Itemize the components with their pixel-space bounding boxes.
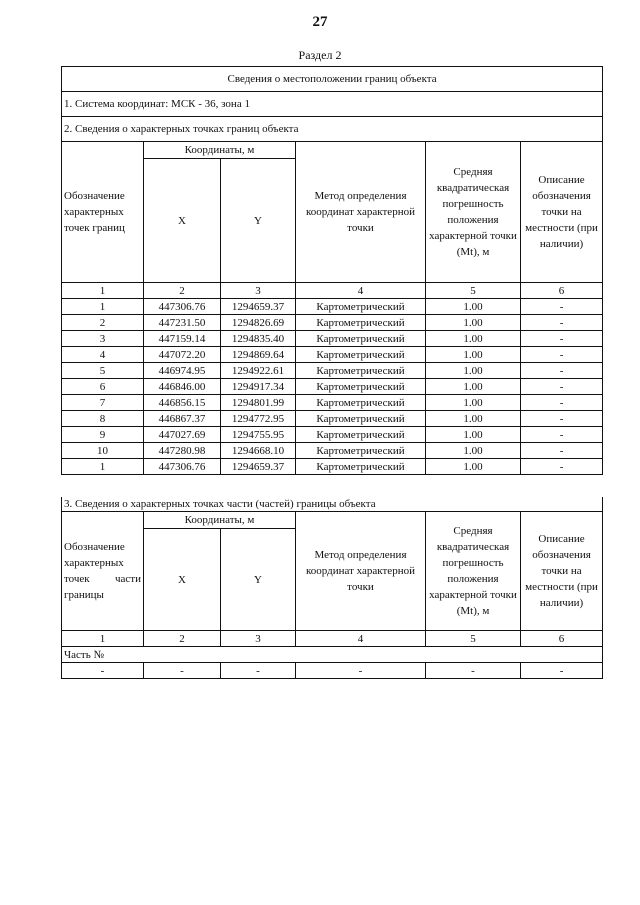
col-number: 2 — [144, 283, 221, 299]
boundaries-table — [61, 66, 603, 475]
table-cell: 1294922.61 — [221, 363, 296, 379]
table-cell: - — [296, 663, 426, 679]
col-method-header: Метод определения координат характерной точки — [296, 512, 426, 631]
table-cell: 5 — [62, 363, 144, 379]
table-row — [62, 315, 603, 331]
column-numbers-row — [62, 631, 603, 647]
table-cell: 1.00 — [426, 331, 521, 347]
table-cell: 6 — [62, 379, 144, 395]
table-row — [62, 459, 603, 475]
col-x-header: X — [144, 159, 221, 283]
table-cell: Картометрический — [296, 347, 426, 363]
table-cell: 447306.76 — [144, 459, 221, 475]
table-cell: - — [521, 379, 603, 395]
table-cell: 1.00 — [426, 459, 521, 475]
table-cell: Картометрический — [296, 395, 426, 411]
table-cell: Картометрический — [296, 443, 426, 459]
table-cell: 1.00 — [426, 443, 521, 459]
table-cell: 8 — [62, 411, 144, 427]
table-cell: Картометрический — [296, 299, 426, 315]
table-row — [62, 363, 603, 379]
table-row — [62, 443, 603, 459]
table-cell: 1294659.37 — [221, 299, 296, 315]
column-numbers-row — [62, 283, 603, 299]
table-cell: 7 — [62, 395, 144, 411]
table-cell: 1.00 — [426, 395, 521, 411]
section-title: Раздел 2 — [298, 48, 342, 62]
table-cell: 1.00 — [426, 315, 521, 331]
col-number: 6 — [521, 283, 603, 299]
coords-header: Координаты, м — [144, 142, 296, 159]
col-y-header: Y — [221, 159, 296, 283]
col-error-header: Средняя квадратическая погрешность положения характерной точки (Mt), м — [426, 512, 521, 631]
table-cell: - — [521, 315, 603, 331]
table-cell: 1294835.40 — [221, 331, 296, 347]
table-cell: 1294869.64 — [221, 347, 296, 363]
table-cell: 447306.76 — [144, 299, 221, 315]
table-cell: 1 — [62, 299, 144, 315]
part-boundaries-table — [61, 497, 603, 679]
coords-header: Координаты, м — [144, 512, 296, 529]
table-cell: - — [521, 459, 603, 475]
table-cell: 1294668.10 — [221, 443, 296, 459]
col-number: 3 — [221, 631, 296, 647]
table-cell: 446867.37 — [144, 411, 221, 427]
table-cell: 1.00 — [426, 363, 521, 379]
table-title: Сведения о местоположении границ объекта — [62, 67, 603, 92]
table-cell: - — [62, 663, 144, 679]
table-cell: - — [521, 331, 603, 347]
col-number: 5 — [426, 631, 521, 647]
table-cell: 1294826.69 — [221, 315, 296, 331]
col-designation-header: Обозначение характерных точек границ — [62, 142, 144, 283]
table-row — [62, 299, 603, 315]
table-cell: - — [521, 411, 603, 427]
part-section-title: 3. Сведения о характерных точках части (частей) границы объекта — [62, 497, 603, 512]
col-number: 5 — [426, 283, 521, 299]
col-number: 1 — [62, 283, 144, 299]
col-designation-header: Обозначение характерных точек части границы — [62, 512, 144, 631]
table-cell: 1.00 — [426, 299, 521, 315]
col-number: 4 — [296, 283, 426, 299]
table-cell: 1.00 — [426, 427, 521, 443]
col-description-header: Описание обозначения точки на местности (при наличии) — [521, 512, 603, 631]
part-label: Часть № — [62, 647, 603, 663]
table-cell: 4 — [62, 347, 144, 363]
table-cell: 447159.14 — [144, 331, 221, 347]
table-row — [62, 663, 603, 679]
coordinate-system: 1. Система координат: МСК - 36, зона 1 — [62, 92, 603, 117]
table-cell: 1 — [62, 459, 144, 475]
table-row — [62, 331, 603, 347]
table-cell: 446846.00 — [144, 379, 221, 395]
points-table-body — [62, 299, 603, 475]
table-cell: - — [426, 663, 521, 679]
table-cell: 2 — [62, 315, 144, 331]
table-cell: 1294917.34 — [221, 379, 296, 395]
col-number: 2 — [144, 631, 221, 647]
table-cell: 447027.69 — [144, 427, 221, 443]
table-cell: 9 — [62, 427, 144, 443]
table-cell: - — [521, 663, 603, 679]
col-x-header: X — [144, 529, 221, 631]
table-cell: 447280.98 — [144, 443, 221, 459]
table-row — [62, 347, 603, 363]
table-row — [62, 379, 603, 395]
table-cell: - — [521, 299, 603, 315]
table-cell: Картометрический — [296, 363, 426, 379]
part-table-body — [62, 663, 603, 679]
table-cell: 446856.15 — [144, 395, 221, 411]
table-cell: 446974.95 — [144, 363, 221, 379]
table-cell: 447231.50 — [144, 315, 221, 331]
col-number: 3 — [221, 283, 296, 299]
table-cell: Картометрический — [296, 427, 426, 443]
table-cell: Картометрический — [296, 459, 426, 475]
col-number: 1 — [62, 631, 144, 647]
table-cell: 1.00 — [426, 379, 521, 395]
table-cell: 1.00 — [426, 347, 521, 363]
col-number: 4 — [296, 631, 426, 647]
table-cell: - — [521, 427, 603, 443]
table-cell: - — [521, 395, 603, 411]
table-cell: 10 — [62, 443, 144, 459]
col-error-header: Средняя квадратическая погрешность положения характерной точки (Mt), м — [426, 142, 521, 283]
table-cell: - — [221, 663, 296, 679]
table-cell: 1294755.95 — [221, 427, 296, 443]
table-cell: Картометрический — [296, 315, 426, 331]
col-description-header: Описание обозначения точки на местности (при наличии) — [521, 142, 603, 283]
table-cell: - — [144, 663, 221, 679]
page-number: 27 — [312, 14, 328, 30]
table-row — [62, 411, 603, 427]
table-cell: 1294659.37 — [221, 459, 296, 475]
col-method-header: Метод определения координат характерной точки — [296, 142, 426, 283]
table-cell: Картометрический — [296, 331, 426, 347]
table-cell: 1294772.95 — [221, 411, 296, 427]
table-row — [62, 427, 603, 443]
points-section-title: 2. Сведения о характерных точках границ объекта — [62, 117, 603, 142]
col-y-header: Y — [221, 529, 296, 631]
col-number: 6 — [521, 631, 603, 647]
table-cell: Картометрический — [296, 411, 426, 427]
table-cell: 3 — [62, 331, 144, 347]
table-cell: Картометрический — [296, 379, 426, 395]
table-cell: 1294801.99 — [221, 395, 296, 411]
table-row — [62, 395, 603, 411]
table-cell: 447072.20 — [144, 347, 221, 363]
table-cell: - — [521, 347, 603, 363]
table-cell: - — [521, 363, 603, 379]
table-cell: 1.00 — [426, 411, 521, 427]
table-cell: - — [521, 443, 603, 459]
